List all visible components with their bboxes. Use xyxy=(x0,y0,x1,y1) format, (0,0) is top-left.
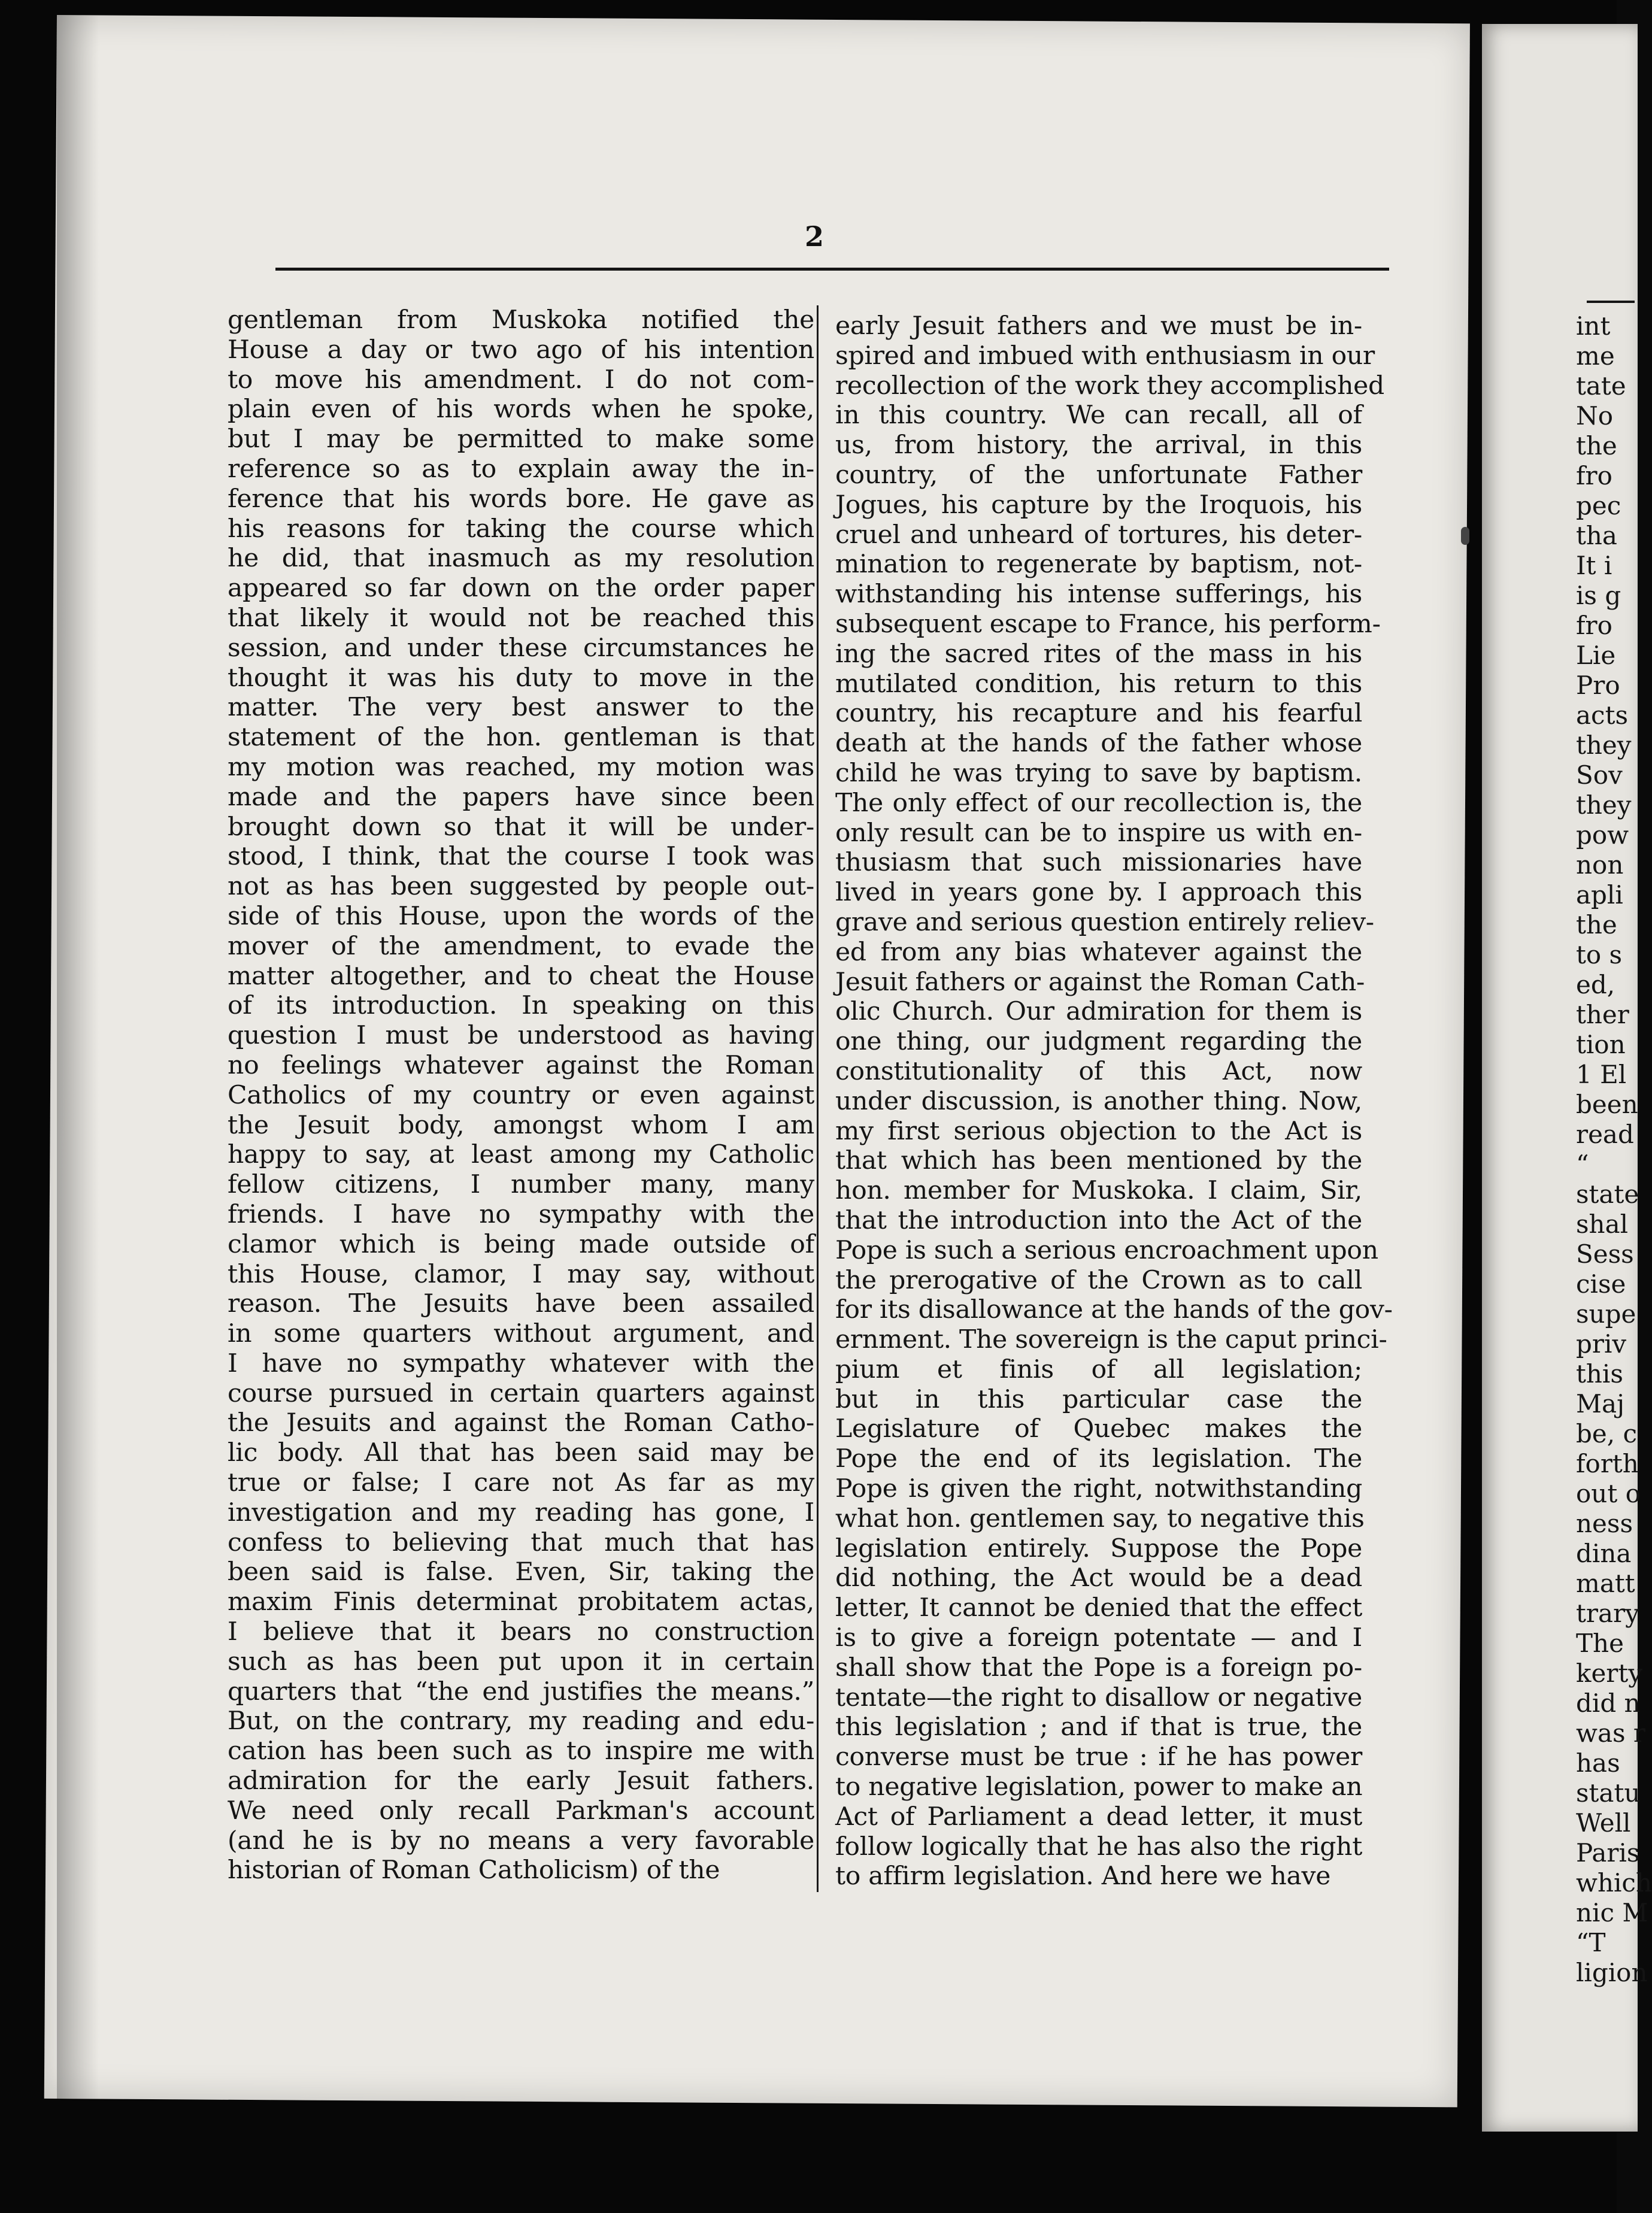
right-column-line: olic Church. Our admiration for them is xyxy=(835,997,1362,1027)
right-column-line: legislation entirely. Suppose the Pope xyxy=(835,1533,1362,1563)
left-column-line: thought it was his duty to move in the xyxy=(228,663,814,693)
right-column-line: thusiasm that such missionaries have xyxy=(835,848,1362,878)
adjacent-page-fragment: has xyxy=(1576,1748,1620,1778)
adjacent-page-fragment: ness xyxy=(1576,1509,1633,1538)
adjacent-page-fragment: be, c xyxy=(1576,1419,1637,1448)
adjacent-page-fragment: pow xyxy=(1576,820,1629,850)
left-column-line: matter altogether, and to cheat the House xyxy=(228,961,814,991)
right-column-line: spired and imbued with enthusiasm in our xyxy=(835,341,1375,371)
right-column-line: Pope is given the right, notwithstanding xyxy=(835,1474,1362,1504)
left-column-line: But, on the contrary, my reading and edu- xyxy=(228,1706,814,1736)
right-column-line: pium et finis of all legislation; xyxy=(835,1354,1362,1384)
left-column-line: friends. I have no sympathy with the xyxy=(228,1199,814,1229)
right-column-line: country, his recapture and his fearful xyxy=(835,699,1362,729)
adjacent-page-fragment: priv xyxy=(1576,1329,1627,1359)
left-column-line: made and the papers have since been xyxy=(228,782,814,812)
right-column-line: is to give a foreign potentate — and I xyxy=(835,1623,1362,1653)
right-column-line: my first serious objection to the Act is xyxy=(835,1116,1362,1146)
right-column-line: Jesuit fathers or against the Roman Cath- xyxy=(835,967,1365,997)
left-column-line: reference so as to explain away the in- xyxy=(228,454,814,484)
adjacent-page-fragment: is g xyxy=(1576,581,1621,610)
left-column-line: gentleman from Muskoka notified the xyxy=(228,305,814,335)
right-column-line: The only effect of our recollection is, the xyxy=(835,788,1362,818)
left-column-line: Catholics of my country or even against xyxy=(228,1080,814,1110)
left-column-line: true or false; I care not As far as my xyxy=(228,1468,814,1498)
left-column-line: he did, that inasmuch as my resolution xyxy=(228,544,814,574)
left-column-line: happy to say, at least among my Catholic xyxy=(228,1140,814,1170)
binding-mark xyxy=(1461,527,1469,545)
adjacent-page-fragment: Pro xyxy=(1576,671,1620,700)
adjacent-page-fragment: cise xyxy=(1576,1269,1626,1299)
adjacent-page-fragment: Paris xyxy=(1576,1838,1640,1868)
left-column-line: ference that his words bore. He gave as xyxy=(228,484,814,514)
right-column-line: this legislation ; and if that is true, the xyxy=(835,1712,1362,1742)
right-column-line: recollection of the work they accomplished xyxy=(835,371,1384,401)
adjacent-page-fragment: No xyxy=(1576,401,1614,431)
adjacent-page-fragment: read xyxy=(1576,1120,1634,1149)
left-column-line: to move his amendment. I do not com- xyxy=(228,365,814,395)
adjacent-page-fragment: tate xyxy=(1576,371,1626,401)
adjacent-page-fragment: this xyxy=(1576,1359,1623,1389)
adjacent-page-fragment: they xyxy=(1576,790,1632,820)
left-column-line: in some quarters without argument, and xyxy=(228,1319,814,1349)
right-column-line: ernment. The sovereign is the caput princi- xyxy=(835,1325,1387,1355)
adjacent-page-fragment: forth xyxy=(1576,1449,1639,1478)
adjacent-page-fragment: Sov xyxy=(1576,760,1623,790)
right-column-line: for its disallowance at the hands of the gov- xyxy=(835,1295,1393,1325)
right-column-line: one thing, our judgment regarding the xyxy=(835,1027,1362,1057)
left-column-line: been said is false. Even, Sir, taking the xyxy=(228,1557,814,1587)
page-binding-shadow xyxy=(57,15,99,2099)
page-number: 2 xyxy=(804,220,824,253)
left-column-line: brought down so that it will be under- xyxy=(228,812,814,842)
adjacent-page-fragment: apli xyxy=(1576,880,1623,910)
adjacent-page-fragment: int xyxy=(1576,311,1611,341)
left-column-line: of its introduction. In speaking on this xyxy=(228,991,814,1021)
right-column-line: Jogues, his capture by the Iroquois, his xyxy=(835,490,1362,520)
right-column-line: subsequent escape to France, his perform- xyxy=(835,609,1381,639)
left-column-line: (and he is by no means a very favorable xyxy=(228,1826,814,1856)
adjacent-page-fragment: the xyxy=(1576,910,1617,939)
column-divider xyxy=(817,305,819,1892)
adjacent-page-fragment: Sess xyxy=(1576,1239,1634,1269)
left-column-line: the Jesuit body, amongst whom I am xyxy=(228,1110,814,1140)
left-column-line: matter. The very best answer to the xyxy=(228,693,814,723)
adjacent-page-text xyxy=(1576,311,1652,1988)
left-column-line: his reasons for taking the course which xyxy=(228,514,814,544)
adjacent-page-fragment: nic M xyxy=(1576,1898,1648,1927)
adjacent-page-fragment: out o xyxy=(1576,1479,1641,1508)
right-column-line: mination to regenerate by baptism, not- xyxy=(835,550,1362,580)
left-column-line: House a day or two ago of his intention xyxy=(228,335,814,365)
adjacent-page-fragment: trary xyxy=(1576,1599,1639,1628)
right-column-line: what hon. gentlemen say, to negative this xyxy=(835,1503,1365,1533)
left-column-line: fellow citizens, I number many, many xyxy=(228,1170,814,1200)
adjacent-page-fragment: acts xyxy=(1576,701,1628,730)
left-column-line: I have no sympathy whatever with the xyxy=(228,1348,814,1378)
left-column-line: the Jesuits and against the Roman Catho- xyxy=(228,1408,814,1438)
adjacent-page-fragment: was r xyxy=(1576,1718,1645,1748)
right-column-line: shall show that the Pope is a foreign po- xyxy=(835,1653,1362,1683)
adjacent-page-fragment: Lie xyxy=(1576,641,1616,670)
right-column-line: Legislature of Quebec makes the xyxy=(835,1414,1362,1444)
adjacent-page-fragment: shal xyxy=(1576,1209,1629,1239)
left-column-line: lic body. All that has been said may be xyxy=(228,1438,814,1468)
adjacent-page-fragment: which xyxy=(1576,1868,1652,1897)
adjacent-page-fragment: Maj xyxy=(1576,1389,1625,1418)
right-column-line: lived in years gone by. I approach this xyxy=(835,878,1362,908)
adjacent-page-fragment: “T xyxy=(1576,1928,1606,1957)
right-column-line: hon. member for Muskoka. I claim, Sir, xyxy=(835,1176,1362,1206)
right-column-line: but in this particular case the xyxy=(835,1384,1362,1414)
left-column-line: this House, clamor, I may say, without xyxy=(228,1259,814,1289)
right-column-line: Pope the end of its legislation. The xyxy=(835,1444,1362,1474)
left-column-line: cation has been such as to inspire me with xyxy=(228,1736,814,1766)
right-text-column xyxy=(835,311,1393,1891)
adjacent-page-fragment: pec xyxy=(1576,491,1621,520)
adjacent-page-fragment: the xyxy=(1576,431,1617,460)
left-column-line: reason. The Jesuits have been assailed xyxy=(228,1289,814,1319)
left-column-line: We need only recall Parkman's account xyxy=(228,1796,814,1826)
right-column-line: converse must be true : if he has power xyxy=(835,1742,1362,1772)
adjacent-page-fragment: ther xyxy=(1576,1000,1629,1029)
adjacent-page-fragment: ligion xyxy=(1576,1958,1648,1987)
right-column-line: country, of the unfortunate Father xyxy=(835,460,1362,490)
adjacent-page-fragment: fro xyxy=(1576,611,1612,640)
adjacent-page-fragment: The xyxy=(1576,1629,1624,1658)
right-column-line: did nothing, the Act would be a dead xyxy=(835,1563,1362,1593)
right-column-line: letter, It cannot be denied that the effect xyxy=(835,1593,1362,1623)
right-column-line: Pope is such a serious encroachment upon xyxy=(835,1235,1378,1265)
right-column-line: withstanding his intense sufferings, his xyxy=(835,580,1362,610)
adjacent-page-fragment: did n xyxy=(1576,1688,1641,1718)
left-column-line: maxim Finis determinat probitatem actas, xyxy=(228,1587,814,1617)
right-column-line: ing the sacred rites of the mass in his xyxy=(835,639,1362,669)
left-column-line: but I may be permitted to make some xyxy=(228,425,814,454)
right-column-line: ed from any bias whatever against the xyxy=(835,937,1362,967)
left-column-line: such as has been put upon it in certain xyxy=(228,1647,814,1677)
left-column-line: side of this House, upon the words of the xyxy=(228,901,814,931)
left-column-line: mover of the amendment, to evade the xyxy=(228,931,814,961)
adjacent-page-fragment: “ xyxy=(1576,1150,1589,1179)
adjacent-page-fragment: kerty xyxy=(1576,1659,1642,1688)
adjacent-page-fragment: statu xyxy=(1576,1778,1641,1808)
right-column-line: death at the hands of the father whose xyxy=(835,729,1362,759)
adjacent-page-fragment: non xyxy=(1576,850,1624,880)
left-column-line: historian of Roman Catholicism) of the xyxy=(228,1856,720,1885)
left-column-line: stood, I think, that the course I took was xyxy=(228,842,814,872)
left-column-line: course pursued in certain quarters against xyxy=(228,1378,814,1408)
right-column-line: grave and serious question entirely reliev- xyxy=(835,907,1374,937)
left-text-column xyxy=(228,305,814,1885)
right-column-line: early Jesuit fathers and we must be in- xyxy=(835,311,1362,341)
adjacent-page-fragment: tion xyxy=(1576,1030,1626,1059)
right-column-line: the prerogative of the Crown as to call xyxy=(835,1265,1362,1295)
adjacent-page-fragment: 1 El xyxy=(1576,1060,1627,1089)
left-column-line: statement of the hon. gentleman is that xyxy=(228,723,814,753)
adjacent-page-fragment: ed, xyxy=(1576,970,1615,999)
left-column-line: confess to believing that much that has xyxy=(228,1527,814,1557)
adjacent-page-fragment: they xyxy=(1576,730,1632,760)
left-column-line: admiration for the early Jesuit fathers. xyxy=(228,1766,814,1796)
right-column-line: that the introduction into the Act of the xyxy=(835,1205,1362,1235)
adjacent-page-fragment: tha xyxy=(1576,521,1617,550)
adjacent-page-fragment: It i xyxy=(1576,551,1612,580)
adjacent-page-fragment: supe xyxy=(1576,1299,1636,1329)
adjacent-page-fragment: dina xyxy=(1576,1539,1632,1568)
right-column-line: us, from history, the arrival, in this xyxy=(835,431,1362,460)
adjacent-page-fragment: me xyxy=(1576,341,1615,371)
adjacent-page-fragment: matt xyxy=(1576,1569,1635,1598)
right-column-line: child he was trying to save by baptism. xyxy=(835,758,1362,788)
header-rule xyxy=(275,268,1389,271)
right-column-line: cruel and unheard of tortures, his deter- xyxy=(835,520,1362,550)
adjacent-page-fragment: been xyxy=(1576,1090,1638,1119)
left-column-line: my motion was reached, my motion was xyxy=(228,752,814,782)
right-column-line: constitutionality of this Act, now xyxy=(835,1056,1362,1086)
adjacent-page-rule xyxy=(1587,301,1635,303)
adjacent-page-fragment: to s xyxy=(1576,940,1623,969)
left-column-line: that likely it would not be reached this xyxy=(228,603,814,633)
left-column-line: appeared so far down on the order paper xyxy=(228,574,814,604)
left-column-line: clamor which is being made outside of xyxy=(228,1229,814,1259)
left-column-line: investigation and my reading has gone, I xyxy=(228,1497,814,1527)
right-column-line: in this country. We can recall, all of xyxy=(835,401,1362,431)
right-column-line: to affirm legislation. And here we have xyxy=(835,1862,1331,1891)
left-column-line: no feelings whatever against the Roman xyxy=(228,1050,814,1080)
right-column-line: tentate—the right to disallow or negative xyxy=(835,1683,1362,1712)
left-column-line: not as has been suggested by people out- xyxy=(228,872,814,902)
left-column-line: I believe that it bears no construction xyxy=(228,1617,814,1647)
right-column-line: follow logically that he has also the right xyxy=(835,1832,1362,1862)
right-column-line: only result can be to inspire us with en- xyxy=(835,818,1362,848)
left-column-line: question I must be understood as having xyxy=(228,1021,814,1051)
right-column-line: under discussion, is another thing. Now, xyxy=(835,1086,1362,1116)
right-column-line: to negative legislation, power to make an xyxy=(835,1772,1363,1802)
right-column-line: mutilated condition, his return to this xyxy=(835,669,1362,699)
right-column-line: that which has been mentioned by the xyxy=(835,1146,1362,1176)
left-column-line: quarters that “the end justifies the means.” xyxy=(228,1677,814,1706)
adjacent-page-fragment: fro xyxy=(1576,461,1612,490)
left-column-line: plain even of his words when he spoke, xyxy=(228,395,814,425)
adjacent-page-fragment: state xyxy=(1576,1180,1639,1209)
adjacent-page-fragment: Well xyxy=(1576,1808,1631,1838)
left-column-line: session, and under these circumstances he xyxy=(228,633,814,663)
right-column-line: Act of Parliament a dead letter, it must xyxy=(835,1802,1362,1832)
